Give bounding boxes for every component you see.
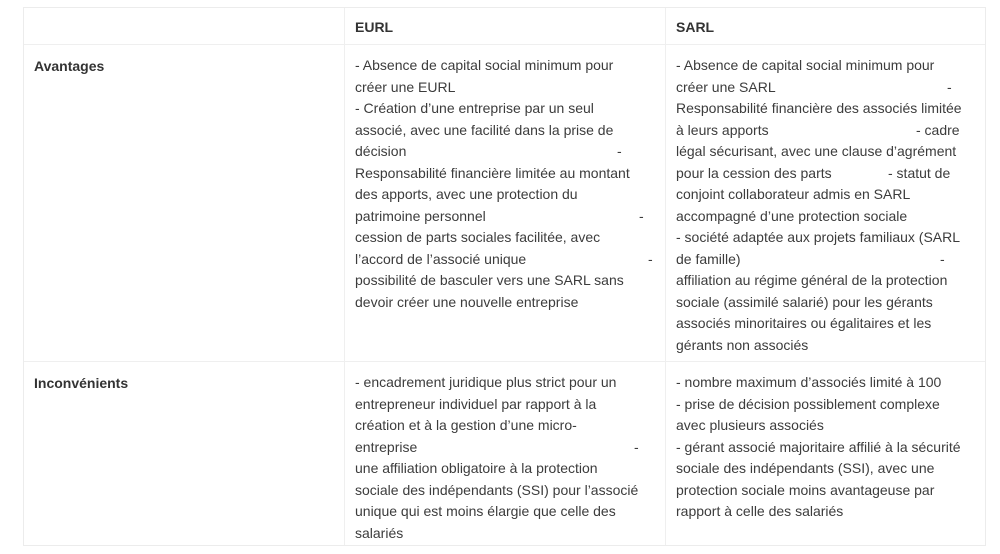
row-label-inconvenients: Inconvénients	[34, 375, 129, 391]
row-label-avantages: Avantages	[34, 58, 105, 74]
cell-text-line: l’accord de l’associé unique -	[355, 250, 653, 267]
cell-text-line: création et à la gestion d’une micro-	[355, 417, 577, 433]
cell-text-line: entrepreneur individuel par rapport à la	[355, 395, 597, 412]
table-row-inconvenients	[24, 362, 985, 545]
cell-text-line: une affiliation obligatoire à la protection	[355, 460, 598, 476]
header-empty	[24, 8, 344, 44]
cell-text-line: avec plusieurs associés	[676, 417, 824, 433]
cell-text-line: conjoint collaborateur admis en SARL	[676, 186, 911, 202]
cell-text-line: rapport à celle des salariés	[676, 503, 844, 519]
cell-text-line: Responsabilité financière limitée au montant	[355, 164, 630, 181]
cell-text-line: Responsabilité financière des associés limitée	[676, 100, 962, 116]
cell-text-line: associés minoritaires ou égalitaires et les	[676, 315, 932, 331]
cell-text-line: de famille) -	[676, 250, 945, 267]
cell-text-line: unique qui est moins élargie que celle des	[355, 503, 616, 519]
cell-text-line: - Absence de capital social minimum pour	[676, 57, 935, 73]
cell-text-line: - prise de décision possiblement complexe	[676, 395, 940, 412]
cell-text-line: créer une SARL -	[676, 78, 952, 95]
cell-text-line: des apports, avec une protection du	[355, 186, 578, 202]
cell-text-line: - société adaptée aux projets familiaux (SARL	[676, 229, 961, 245]
cell-text-line: salariés	[355, 524, 404, 541]
cell-text-line: cession de parts sociales facilitée, avec	[355, 229, 601, 245]
cell-text-line: sociale (assimilé salarié) pour les gérants	[676, 293, 933, 310]
cell-text-line: affiliation au régime général de la protection	[676, 272, 948, 288]
cell-text-line: - encadrement juridique plus strict pour un	[355, 374, 617, 390]
cell-inconvenients-sarl	[665, 362, 985, 545]
cell-text-line: créer une EURL	[355, 78, 456, 95]
cell-text-line: à leurs apports - cadre	[676, 121, 960, 138]
cell-text-line: devoir créer une nouvelle entreprise	[355, 293, 579, 310]
cell-text-line: accompagné d’une protection sociale	[676, 207, 908, 224]
cell-text-line: - gérant associé majoritaire affilié à la sécurité	[676, 438, 961, 455]
cell-text-line: associé, avec une facilité dans la prise de	[355, 121, 614, 138]
cell-text-line: - Absence de capital social minimum pour	[355, 57, 614, 73]
cell-text-line: patrimoine personnel -	[355, 207, 644, 224]
cell-text-line: sociale des indépendants (SSI) pour l’associé	[355, 481, 639, 498]
cell-text-line: entreprise -	[355, 438, 639, 455]
cell-text-line: pour la cession des parts - statut de	[676, 164, 951, 181]
cell-text-line: légal sécurisant, avec une clause d’agrément	[676, 143, 957, 159]
cell-avantages-eurl	[344, 45, 665, 361]
cell-text-line: possibilité de basculer vers une SARL sans	[355, 272, 624, 288]
cell-text-line: - nombre maximum d’associés limité à 100	[676, 374, 942, 390]
cell-avantages-sarl	[665, 45, 985, 361]
table-header-row	[24, 8, 985, 45]
cell-text-line: protection sociale moins avantageuse par	[676, 481, 935, 498]
cell-text-line: sociale des indépendants (SSI), avec une	[676, 460, 935, 476]
header-eurl: EURL	[344, 8, 665, 44]
cell-inconvenients-eurl	[344, 362, 665, 545]
cell-text-line: gérants non associés	[676, 336, 809, 353]
header-sarl: SARL	[665, 8, 985, 44]
cell-text-line: - Création d’une entreprise par un seul	[355, 100, 594, 116]
comparison-table	[23, 7, 986, 546]
table-row-avantages	[24, 45, 985, 362]
cell-text-line: décision -	[355, 143, 622, 159]
